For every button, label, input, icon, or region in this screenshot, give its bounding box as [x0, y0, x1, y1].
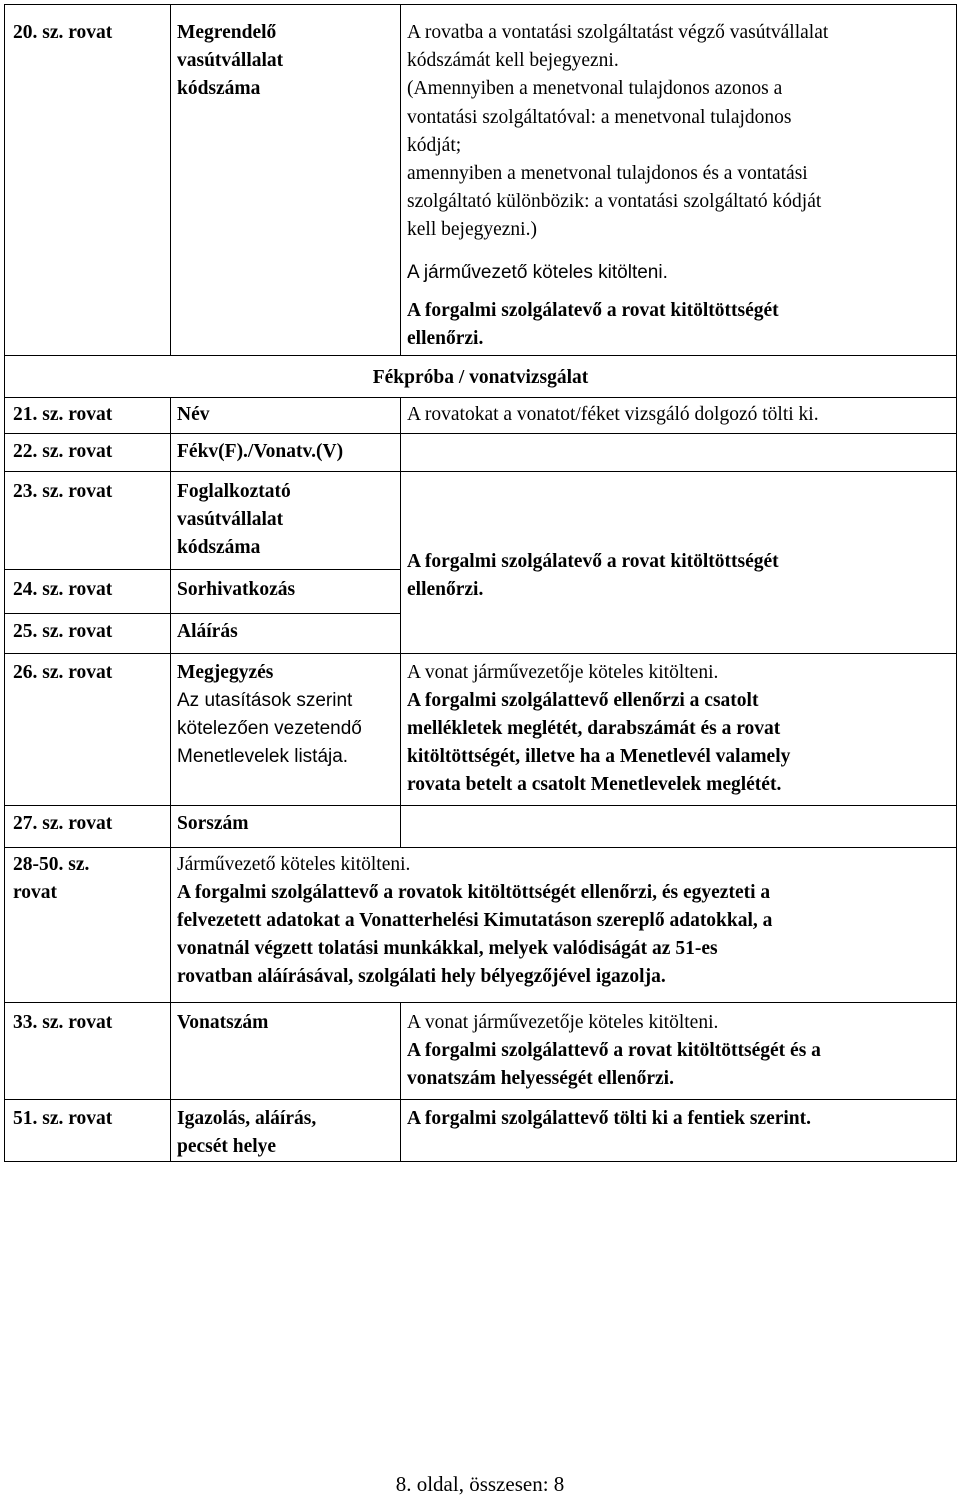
row-25-name: Aláírás	[171, 614, 401, 654]
row-20-number: 20. sz. rovat	[5, 5, 171, 356]
instructions-table	[4, 4, 957, 1162]
check-note: mellékletek meglétét, darabszámát és a rovat	[407, 718, 781, 739]
driver-note: Járművezető köteles kitölteni.	[177, 854, 411, 875]
row-26-name	[171, 654, 401, 806]
row-26-subnote: Az utasítások szerint	[177, 690, 353, 711]
row-25-number: 25. sz. rovat	[5, 614, 171, 654]
check-note: vonatszám helyességét ellenőrzi.	[407, 1068, 674, 1089]
description-line: (Amennyiben a menetvonal tulajdonos azonos a	[407, 78, 783, 100]
row-23-name-line: vasútvállalat	[177, 509, 284, 530]
driver-note: A járművezető köteles kitölteni.	[407, 261, 668, 283]
row-20-name-line: kódszáma	[177, 78, 261, 99]
rows-23-25-description	[401, 472, 957, 654]
row-26	[5, 654, 957, 806]
row-20-name	[171, 5, 401, 356]
row-27-description	[401, 806, 957, 848]
row-51	[5, 1100, 957, 1162]
row-23-number: 23. sz. rovat	[5, 472, 171, 570]
page-footer: 8. oldal, összesen: 8	[395, 1472, 565, 1496]
row-26-description	[401, 654, 957, 806]
row-20	[5, 5, 957, 356]
row-27	[5, 806, 957, 848]
row-51-name	[171, 1100, 401, 1162]
row-51-name-line: pecsét helye	[177, 1136, 277, 1157]
row-28-50-description	[171, 848, 957, 1003]
description-line: kódját;	[407, 134, 462, 156]
row-20-name-line: Megrendelő	[177, 22, 277, 43]
row-33-name: Vonatszám	[171, 1003, 401, 1100]
row-28-50	[5, 848, 957, 1003]
row-20-name-line: vasútvállalat	[177, 50, 284, 71]
row-33-number: 33. sz. rovat	[5, 1003, 171, 1100]
driver-note: A vonat járművezetője köteles kitölteni.	[407, 662, 719, 683]
row-28-50-number	[5, 848, 171, 1003]
row-22	[5, 434, 957, 472]
check-note: rovata betelt a csatolt Menetlevelek meglétét.	[407, 774, 782, 795]
check-note: A forgalmi szolgálatevő a rovat kitöltöttségét	[407, 551, 779, 572]
check-note: A forgalmi szolgálattevő a rovatok kitöltöttségét ellenőrzi, és egyezteti a	[177, 882, 771, 903]
check-note: ellenőrzi.	[407, 579, 484, 600]
row-24-number: 24. sz. rovat	[5, 570, 171, 614]
row-28-50-number-line: 28-50. sz.	[13, 854, 90, 875]
row-26-name-title: Megjegyzés	[177, 662, 274, 683]
row-26-number: 26. sz. rovat	[5, 654, 171, 806]
check-note: vonatnál végzett tolatási munkákkal, melyek valódiságát az 51-es	[177, 938, 718, 959]
row-51-description: A forgalmi szolgálattevő tölti ki a fentiek szerint.	[401, 1100, 957, 1162]
check-note: A forgalmi szolgálattevő ellenőrzi a csatolt	[407, 690, 759, 711]
description-line: kell bejegyezni.)	[407, 219, 537, 241]
description-line: amennyiben a menetvonal tulajdonos és a vontatási	[407, 163, 808, 185]
check-note: A forgalmi szolgálatevő a rovat kitöltöttségét	[407, 299, 779, 321]
row-27-number: 27. sz. rovat	[5, 806, 171, 848]
row-24-name: Sorhivatkozás	[171, 570, 401, 614]
row-23	[5, 472, 957, 570]
section-title: Fékpróba / vonatvizsgálat	[5, 356, 957, 398]
row-27-name: Sorszám	[171, 806, 401, 848]
row-26-subnote: Menetlevelek listája.	[177, 746, 349, 767]
check-note: rovatban aláírásával, szolgálati hely bélyegzőjével igazolja.	[177, 966, 666, 987]
row-33	[5, 1003, 957, 1100]
description-line: kódszámát kell bejegyezni.	[407, 50, 619, 72]
driver-note: A vonat járművezetője köteles kitölteni.	[407, 1012, 719, 1033]
check-note: ellenőrzi.	[407, 327, 484, 349]
row-21-description: A rovatokat a vonatot/féket vizsgáló dolgozó tölti ki.	[401, 398, 957, 434]
row-23-name	[171, 472, 401, 570]
row-21-name: Név	[171, 398, 401, 434]
row-51-name-line: Igazolás, aláírás,	[177, 1108, 317, 1129]
check-note: A forgalmi szolgálattevő a rovat kitöltöttségét és a	[407, 1040, 821, 1061]
description-line: A rovatba a vontatási szolgáltatást végző vasútvállalat	[407, 22, 829, 43]
row-20-description	[401, 5, 957, 356]
row-22-description	[401, 434, 957, 472]
row-28-50-number-line: rovat	[13, 882, 58, 903]
row-51-number: 51. sz. rovat	[5, 1100, 171, 1162]
section-header-row	[5, 356, 957, 398]
row-21	[5, 398, 957, 434]
check-note: kitöltöttségét, illetve ha a Menetlevél valamely	[407, 746, 791, 767]
row-22-number: 22. sz. rovat	[5, 434, 171, 472]
row-23-name-line: Foglalkoztató	[177, 481, 291, 502]
row-33-description	[401, 1003, 957, 1100]
description-line: szolgáltató különbözik: a vontatási szolgáltató kódját	[407, 191, 822, 213]
row-21-number: 21. sz. rovat	[5, 398, 171, 434]
row-23-name-line: kódszáma	[177, 537, 261, 558]
row-22-name: Fékv(F)./Vonatv.(V)	[171, 434, 401, 472]
check-note: felvezetett adatokat a Vonatterhelési Kimutatáson szereplő adatokkal, a	[177, 910, 773, 931]
description-line: vontatási szolgáltatóval: a menetvonal tulajdonos	[407, 106, 792, 128]
row-26-subnote: kötelezően vezetendő	[177, 718, 362, 739]
